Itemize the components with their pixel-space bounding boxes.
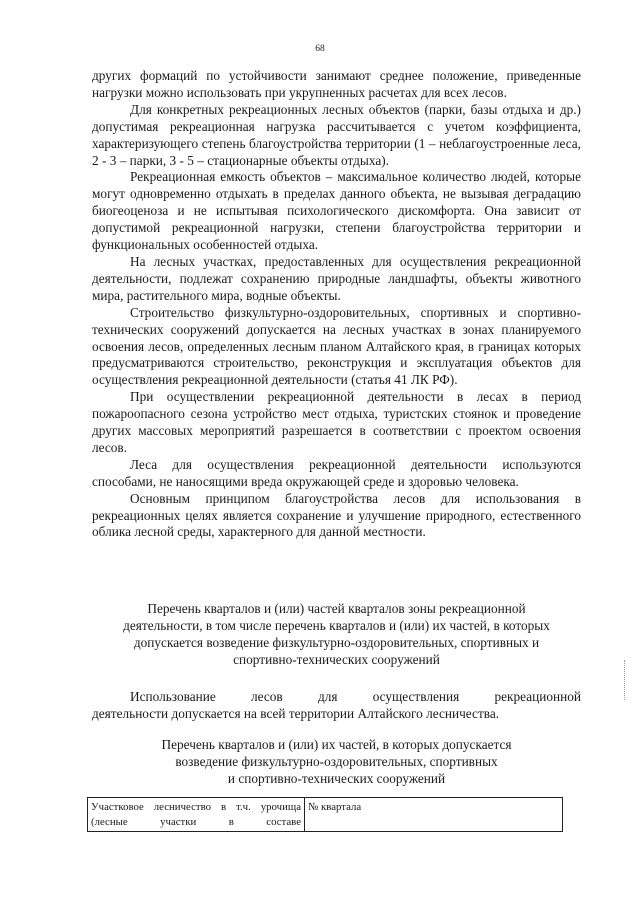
paragraph-4: На лесных участках, предоставленных для осуществления рекреационной деятельности, подлежат сохранению природные ландшафты, объекты животного мира, растительного мира, водные объекты. <box>92 253 581 303</box>
usage-line-2: деятельности допускается на всей территории Алтайского лесничества. <box>92 705 500 721</box>
section-heading-zones <box>92 601 581 669</box>
page-number: 68 <box>315 44 325 54</box>
paragraph-2: Для конкретных рекреационных лесных объектов (парки, базы отдыха и др.) допустимая рекреационная нагрузка рассчитывается с учетом коэффициента, характеризующего степень благоустройства территории (1 – неблагоустроенные леса, 2 - 3 – парки, 3 - 5 – стационарные объекты отдыха). <box>92 101 581 168</box>
heading-line: возведение физкультурно-оздоровительных, спортивных <box>175 753 498 769</box>
heading-line: допускается возведение физкультурно-оздоровительных, спортивных и <box>133 634 540 650</box>
usage-word: Использование <box>130 689 216 704</box>
heading-line: Перечень кварталов и (или) их частей, в которых допускается <box>161 737 512 752</box>
margin-mark <box>624 660 626 700</box>
table-header-forestry: Участковое лесничество в т.ч. урочища (лесные участки в составе <box>88 798 305 832</box>
section-heading-structures <box>92 737 581 788</box>
heading-line: и спортивно-технических сооружений <box>227 770 446 786</box>
paragraph-8: Основным принципом благоустройства лесов для использования в рекреационных целях является сохранение и улучшение природного, естественного облика лесной среды, характерного для данной местности. <box>92 490 581 540</box>
paragraph-5: Строительство физкультурно-оздоровительных, спортивных и спортивно-технических сооружений допускается на лесных участках в зонах планируемого освоения лесов, определенных лесным планом Алтайского края, в границах которых предусматриваются строительство, реконструкция и эксплуатация объектов для осуществления рекреационной деятельности (статья 41 ЛК РФ). <box>92 304 581 388</box>
table-header-quarter-number: № квартала <box>305 798 563 832</box>
paragraph-1: других формаций по устойчивости занимают среднее положение, приведенные нагрузки можно использовать при укрупненных расчетах для всех лесов. <box>92 68 581 100</box>
heading-line: деятельности, в том числе перечень кварталов и (или) их частей, в которых <box>123 617 550 633</box>
usage-word: рекреационной <box>494 689 581 704</box>
usage-statement <box>92 689 581 723</box>
usage-word: лесов <box>251 689 283 704</box>
paragraph-6: При осуществлении рекреационной деятельности в лесах в период пожароопасного сезона устройство мест отдыха, туристских стоянок и проведение других массовых мероприятий разрешается в соответствии с проектом освоения лесов. <box>92 389 581 455</box>
usage-word: осуществления <box>372 689 460 704</box>
usage-line-1 <box>92 689 581 706</box>
usage-word: для <box>317 689 338 704</box>
paragraph-7: Леса для осуществления рекреационной деятельности используются способами, не наносящими вреда окружающей среде и здоровью человека. <box>92 456 581 489</box>
paragraph-3: Рекреационная емкость объектов – максимальное количество людей, которые могут одновременно отдыхать в пределах данного объекта, не вызывая деградацию биогеоценоза и не испытывая психологического дискомфорта. Она зависит от допустимой рекреационной нагрузки, степени благоустройства территории и функциональных особенностей отдыха. <box>92 169 581 253</box>
quarters-table <box>87 797 563 832</box>
heading-line: Перечень кварталов и (или) частей кварталов зоны рекреационной <box>147 601 526 616</box>
heading-line: спортивно-технических сооружений <box>233 651 440 667</box>
table-header-row <box>88 798 563 832</box>
body-text <box>92 68 581 541</box>
